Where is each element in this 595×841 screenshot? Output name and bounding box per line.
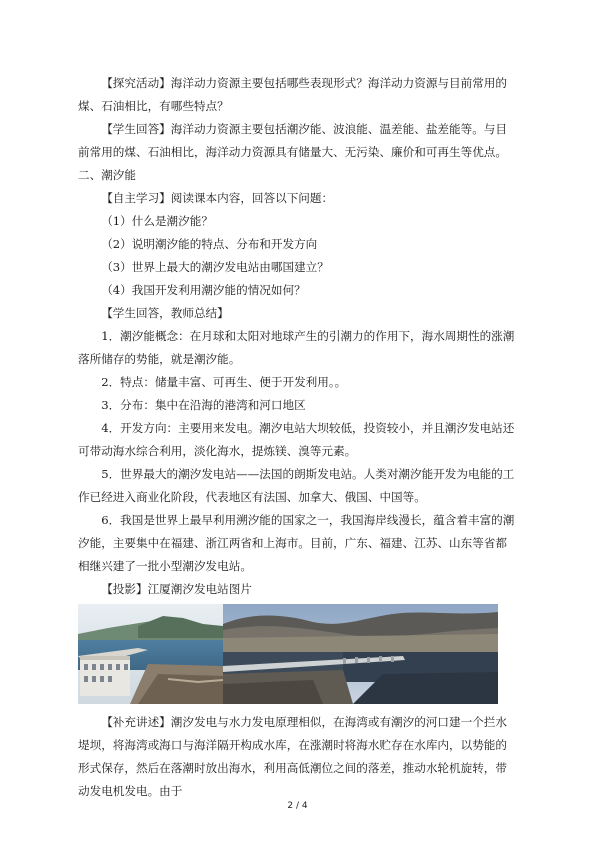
photo-row xyxy=(78,604,518,704)
paragraph-supplement: 【补充讲述】潮汐发电与水力发电原理相似，在海湾或有潮汐的河口建一个拦水堤坝，将海湾或海口与海洋隔开构成水库，在涨潮时将海水贮存在水库内，以势能的形式保存，然后在落潮时放出海水，利用高低潮位之间的落差，推动水轮机旋转，带动发电机发电。由于 xyxy=(78,715,507,798)
point-3-distribution: 3．分布：集中在沿海的港湾和河口地区 xyxy=(101,398,306,412)
point-6-china: 6．我国是世界上最早利用溯汐能的国家之一，我国海岸线漫长，蕴含着丰富的潮汐能，主要集中在福建、浙江两省和上海市。目前，广东、福建、江苏、山东等省都相继兴建了一批小型潮汐发电站。 xyxy=(78,513,515,573)
point-2-features: 2．特点：储量丰富、可再生、便于开发利用。。 xyxy=(101,375,347,389)
paragraph-self-study: 【自主学习】阅读课本内容，回答以下问题： xyxy=(101,191,334,205)
question-1: （1）什么是潮汐能？ xyxy=(101,214,213,228)
question-2: （2）说明潮汐能的特点、分布和开发方向 xyxy=(101,237,318,251)
document-body xyxy=(78,72,518,803)
power-station-photo-left xyxy=(78,604,223,704)
paragraph-student-answer-1: 【学生回答】海洋动力资源主要包括潮汐能、波浪能、温差能、盐差能等。与目前常用的煤、石油相比，海洋动力资源具有储量大、无污染、廉价和可再生等优点。 xyxy=(78,122,507,159)
point-4-development: 4．开发方向：主要用来发电。潮汐电站大坝较低，投资较小，并且潮汐发电站还可带动海水综合利用，淡化海水，提炼镁、溴等元素。 xyxy=(78,421,515,458)
power-station-photo-right xyxy=(223,604,498,704)
page-number: 2 / 4 xyxy=(287,801,308,811)
question-3: （3）世界上最大的潮汐发电站由哪国建立？ xyxy=(101,260,329,274)
point-1-concept: 1．潮汐能概念：在月球和太阳对地球产生的引潮力的作用下，海水周期性的涨潮落所储存的势能，就是潮汐能。 xyxy=(78,329,515,366)
paragraph-projection: 【投影】江厦潮汐发电站图片 xyxy=(101,582,252,596)
question-4: （4）我国开发利用潮汐能的情况如何？ xyxy=(101,283,306,297)
paragraph-inquiry-activity: 【探究活动】海洋动力资源主要包括哪些表现形式？海洋动力资源与目前常用的煤、石油相比，有哪些特点？ xyxy=(78,76,507,113)
paragraph-summary-heading: 【学生回答，教师总结】 xyxy=(101,306,229,320)
point-5-largest-station: 5．世界最大的潮汐发电站——法国的朗斯发电站。人类对潮汐能开发为电能的工作已经进入商业化阶段，代表地区有法国、加拿大、俄国、中国等。 xyxy=(78,467,515,504)
section-heading-tidal-energy: 二、潮汐能 xyxy=(78,168,136,182)
